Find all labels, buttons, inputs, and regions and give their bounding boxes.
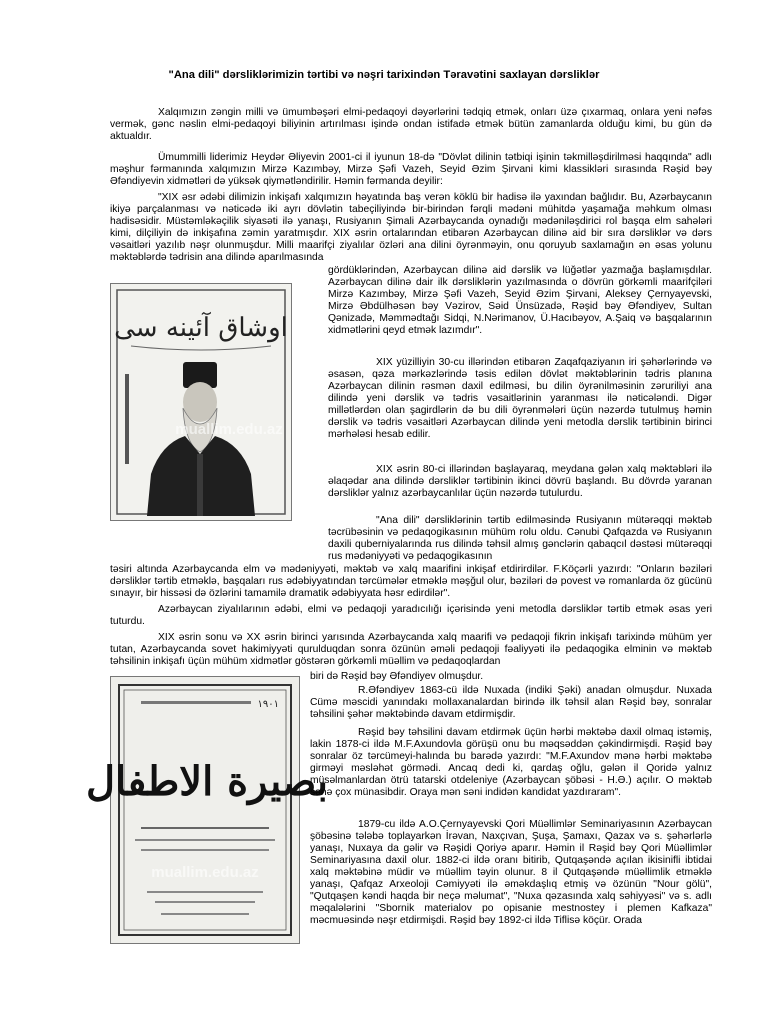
paragraph-xalq-mektebleri — [328, 464, 712, 500]
paragraph-ana-dili-start — [328, 515, 712, 563]
paragraph-xix-xx — [110, 632, 712, 668]
paragraph-zaqafqaziya-text: XIX yüzilliyin 30-cu illərindən etibarən Zaqafqaziyanın iri şəhərlərində və əsasən, qəza mərkəzlərində təsis edilən dövlət məktəblərinin tədris planına Azərbaycan dilinin rəsmən daxil edilməsi, bu dilin öyrənilməsinin zəruriliyi ana dilində yeni dərslik və tədris vəsaitlərinin yaranması ilə nəticələndi. Digər millətlərdən olan şagirdlərin də bu dili öyrənmələri üçün nəzərdə tutulmuş həmin dərslik və tədris vəsaitləri Azərbaycan dilində yeni metodla dərslik tərtibinin birinci mərhələsi hesab edilir. — [328, 357, 712, 441]
paragraph-herbi-mekteb-text: Rəşid bəy təhsilini davam etdirmək üçün hərbi məktəbə daxil olmaq istəmiş, lakin 1878-ci ildə M.F.Axundovla görüşü onu bu məqsəddən çəkindirmişdi. Rəşid bəy sonralar öz tərcümeyi-halında bu barədə yazırdı: "M.F.Axundov mənə hərbi məktəbə girməyi məsləhət görmədi. Ancaq dedi ki, qardaş oğlu, gələn il Qoridə yalnız müsəlmanlardan ötrü tatarski otdeleniye (Azərbaycan şöbəsi - H.Ə.) açılır. O məktəb sənə çox münasibdir. Oraya mən səni indidən kandidat yazdıraram". — [310, 727, 712, 799]
figure2-year-label: ١٩٠١ — [257, 699, 279, 710]
paragraph-ana-dili-start-text: "Ana dili" dərsliklərinin tərtib edilməsində Rusiyanın mütərəqqi məktəb təcrübəsinin və pedaqogikasının mühüm rolu oldu. Cənubi Qafqazda və Rusiyanın daxili quberniyalarında rus dilində təhsil almış gənclərin qabaqcıl dəstəsi mütərəqqi rus mədəniyyəti və pedaqogikasının — [328, 515, 712, 563]
figure1-watermark: muallim.edu.az — [175, 421, 283, 438]
figure1-arabic-title: اوشاق آئینه سی — [114, 313, 288, 343]
paragraph-intro — [110, 107, 712, 143]
paragraph-nuxa — [310, 685, 712, 721]
portrait-illustration — [111, 284, 291, 520]
paragraph-qori-seminariya-text: 1879-cu ildə A.O.Çernyayevski Qori Müəllimlər Seminariyasının Azərbaycan şöbəsinə tələbə toplayarkən İrəvan, Naxçıvan, Şuşa, Şamaxı, Qazax və s. şəhərlərlə yanaşı, Nuxaya da gəlir və Rəşidi Qoriyə aparır. Həmin il Rəşid bəy Qori Müəllimlər Seminariyasına daxil olur. 1882-ci ildə oranı bitirib, Qutqaşəndə açılan ikisinifli ibtidai xalq məktəbinə müdir və müəllim təyin olunur. 8 il Qutqaşəndə müəllimlik etməklə yanaşı, Qafqaz Arxeoloji Cəmiyyəti ilə əməkdaşlıq etmiş və özünün "Nour gölü", "Qutqaşen kəndi haqda bir neçə məlumat", "Nuxa qəzasında xalq səhiyyəsi" və s. adlı məqalələrini "Sbornik materialov po opisanie mestnostey i plemen Kafkaza" məcmuəsində nəşr etdirmişdi. Rəşid bəy 1892-ci ildə Tiflisə köçür. Orada — [310, 819, 712, 927]
paragraph-qori-seminariya — [310, 819, 712, 927]
paragraph-herbi-mekteb — [310, 727, 712, 799]
paragraph-decree-text: Ümummilli liderimiz Heydər Əliyevin 2001-ci il iyunun 18-də "Dövlət dilinin tətbiqi işinin təkmilləşdirilməsi haqqında" adlı məşhur fərmanında xalqımızın Mirzə Kazımbəy, Mirzə Şəfi Vazeh, Seyid Əzim Şirvani kimi klassikləri sırasında Rəşid bəy Əfəndiyevin xidmətləri də yüksək qiymətləndirilir. Həmin fərmanda deyilir: — [110, 152, 712, 188]
paragraph-decree — [110, 152, 712, 188]
paragraph-xix-xx-text: XIX əsrin sonu və XX əsrin birinci yarısında Azərbaycanda xalq maarifi və pedaqoji fikrin inkişafı tarixində mühüm yer tutan, Azərbaycanda sovet hakimiyyəti qurulduqdan sonra özünün əməli pedaqoji fəaliyyəti ilə pedaqogika elminin və məktəb təhsilinin inkişafı üçün mühüm xidmətlər göstərən görkəmli müəllim və pedaqoqlardan — [110, 632, 712, 668]
paragraph-ziyalilar-text: Azərbaycan ziyalılarının ədəbi, elmi və pedaqoji yaradıcılığı içərisində yeni metodla dərsliklər tərtib etmək əsas yeri tuturdu. — [110, 604, 712, 628]
document-title: "Ana dili" dərsliklərimizin tərtibi və nəşri tarixindən Təravətini saxlayan dərsliklər — [168, 69, 600, 81]
paragraph-quote-start — [110, 192, 712, 264]
paragraph-ana-dili-end: təsiri altında Azərbaycanda elm və mədəniyyəti, məktəb və xalq maarifini inkişaf etdirirdilər. F.Köçərli yazırdı: "Onların bəziləri dərsliklər tərtib etməklə, başqaları rus ədəbiyyatından tərcümələr etməklə məşğul olur, bəziləri də povest və romanlarda öz gücünü sınayır, bir hissəsi də özlərini tamamilə dramatik ədəbiyyata həsr edirdilər". — [110, 564, 712, 600]
figure2-watermark: muallim.edu.az — [151, 864, 259, 881]
cover-illustration — [85, 677, 329, 943]
figure-basiret-ul-etfal — [85, 676, 329, 944]
figure2-arabic-title: بصیرة الاطفال — [85, 758, 329, 805]
paragraph-xalq-mektebleri-text: XIX əsrin 80-ci illərindən başlayaraq, meydana gələn xalq məktəbləri ilə əlaqədar ana dilində dərsliklər tərtibinin ikinci dövrü başlandı. Bu dövrdə yaranan dərsliklər yalnız azərbaycanlılar üçün nəzərdə tutulurdu. — [328, 464, 712, 500]
paragraph-ziyalilar — [110, 604, 712, 628]
paragraph-xix-xx-end: biri də Rəşid bəy Əfəndiyev olmuşdur. — [310, 671, 484, 682]
paragraph-zaqafqaziya — [328, 357, 712, 441]
paragraph-quote-start-text: "XIX əsr ədəbi dilimizin inkişafı xalqımızın həyatında baş verən köklü bir hadisə ilə yaxından bağlıdır. Bu, Azərbaycanın ikiyə parçalanması və nəticədə iki ayrı dövlətin tabeçiliyində bir-birindən fərqli mədəni mühitdə yaşamağa məhkum olması hadisəsidir. Müstəmləkəçilik siyasəti ilə yanaşı, Rusiyanın Şimali Azərbaycanda oynadığı mədəniləşdirici rol başqa elm sahələri kimi, dilçiliyin də inkişafına zəmin yaratmışdır. XIX əsrin ortalarından etibarən Azərbaycan dilinə aid bir sıra dərsliklər və dərs vəsaitləri yazılıb nəşr olunmuşdur. Milli maarifçi ziyalılar özləri ana dilini öyrənməyin, onu qoruyub saxlamağın ən əsas yolunu məktəblərdə tədrisin ana dilində aparılmasında — [110, 192, 712, 264]
paragraph-nuxa-text: R.Əfəndiyev 1863-cü ildə Nuxada (indiki Şəki) anadan olmuşdur. Nuxada Cümə məscidi yanındakı mollaxanalardan birində ilk təhsil alan Rəşid bəy, sonralar təhsilini şəhər məktəbində davam etdirmişdir. — [310, 685, 712, 721]
paragraph-intro-text: Xalqımızın zəngin milli və ümumbəşəri elmi-pedaqoyi dəyərlərini tədqiq etmək, onları üzə çıxarmaq, onlara yeni nəfəs vermək, gənc nəslin elmi-pedaqoyi biliyinin artırılması işində ondan istifadə etmək bütün zamanlarda olduğu kimi, bu gün də aktualdır. — [110, 107, 712, 143]
paragraph-quote-end: gördüklərindən, Azərbaycan dilinə aid dərslik və lüğətlər yazmağa başlamışdılar. Azərbaycan dilinə dair ilk dərsliklərin yazılmasında o dövrün görkəmli maarifçiləri Mirzə Kazımbəy, Mirzə Şəfi Vazeh, Seyid Əzim Şirvani, Aleksey Çernyayevski, Mirzə Əbdülhəsən bəy Vəzirov, Səid Ünsüzadə, Rəşid bəy Əfəndiyev, Sultan Qənizadə, Məmmədtağı Sidqi, N.Nərimanov, Ü.Hacıbəyov, A.Şaiq və başqalarının xidmətlərini qeyd etmək lazımdır". — [328, 265, 712, 337]
figure-ushaq-aynesi — [110, 283, 292, 521]
